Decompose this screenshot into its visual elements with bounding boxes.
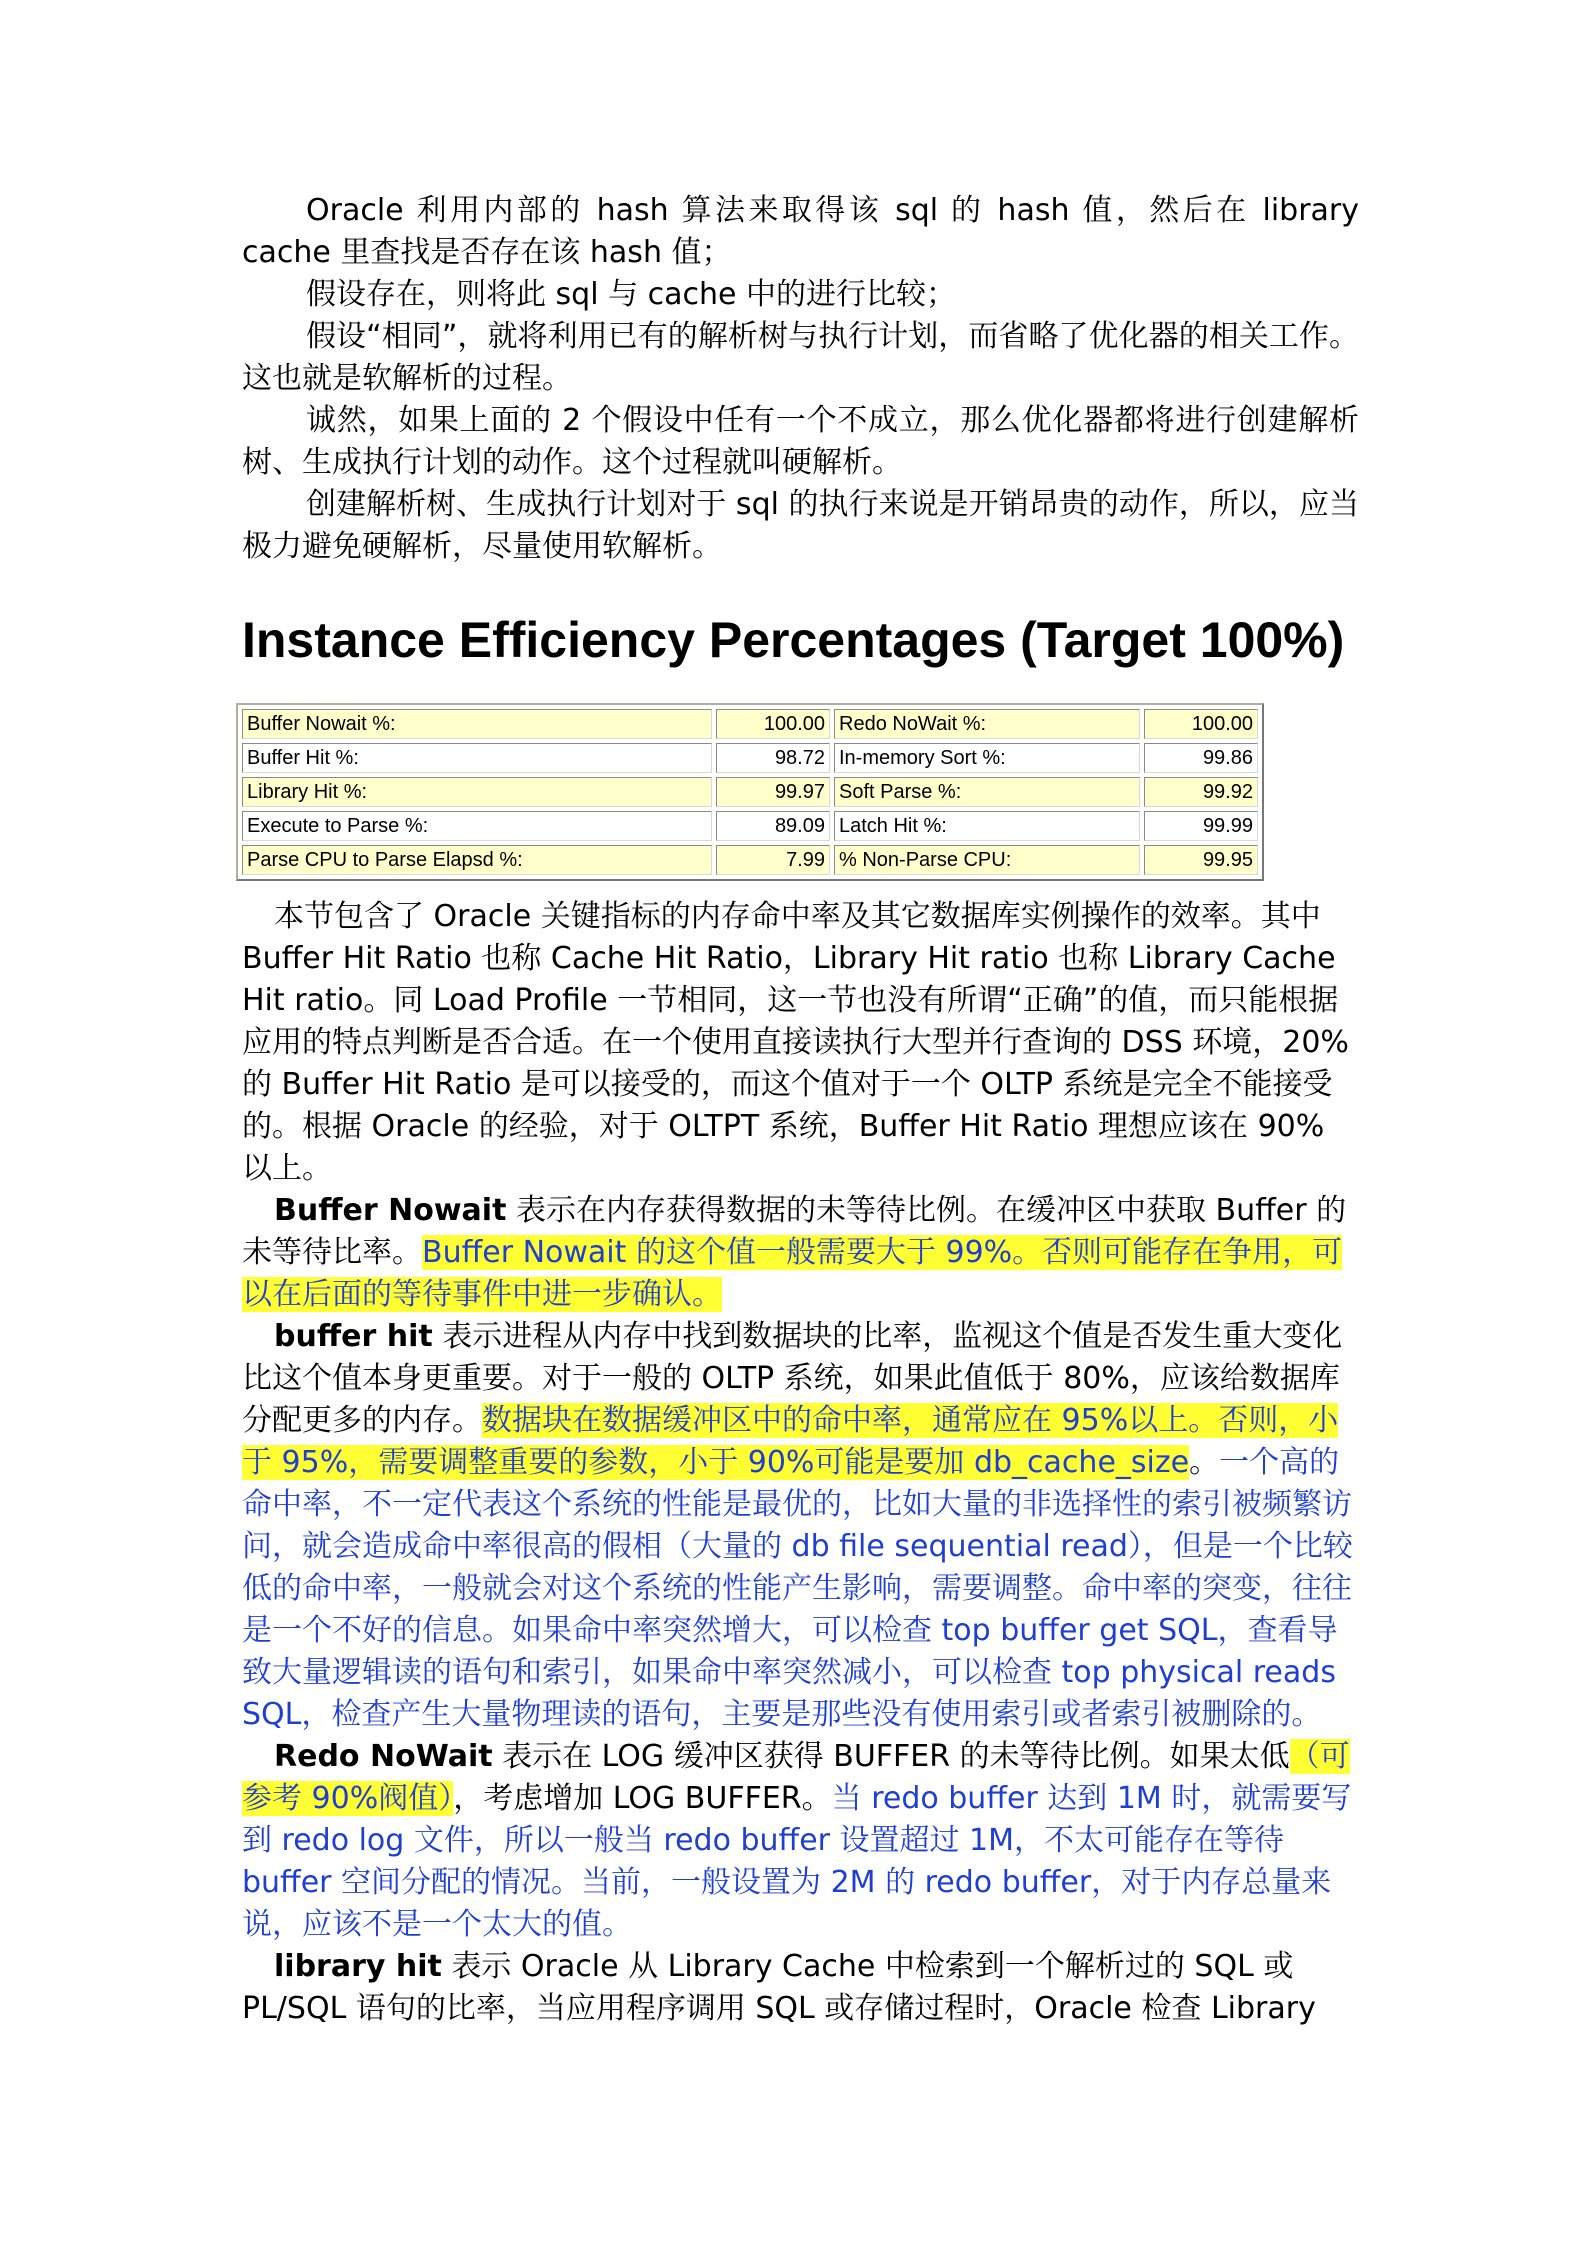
text-buffer-hit: 表示进程从内存中找到数据块的比率，监视这个值是否发生重大变化比这个值本身更重要。对于一般的 OLTP 系统，如果此值低于 80%，应该给数据库分配更多的内存。: [242, 1319, 1343, 1438]
metric-label: Buffer Nowait %:: [242, 709, 712, 739]
metric-value: 99.95: [1144, 845, 1258, 875]
metric-label: Library Hit %:: [242, 777, 712, 807]
body-paragraph-redo-nowait: [242, 1736, 1359, 1946]
metric-label: In-memory Sort %:: [834, 743, 1140, 773]
text-buffer-nowait: 表示在内存获得数据的未等待比例。在缓冲区中获取 Buffer 的未等待比率。: [242, 1193, 1347, 1270]
metric-value: 99.97: [716, 777, 830, 807]
metric-value: 7.99: [716, 845, 830, 875]
table-row: [242, 777, 1258, 807]
metric-value: 99.99: [1144, 811, 1258, 841]
text-library-hit: 表示 Oracle 从 Library Cache 中检索到一个解析过的 SQL 或 PL/SQL 语句的比率，当应用程序调用 SQL 或存储过程时，Oracle 检查 Library: [242, 1949, 1316, 2026]
table-row: [242, 811, 1258, 841]
note-redo-nowait: 当 redo buffer 达到 1M 时，就需要写到 redo log 文件，所以一般当 redo buffer 设置超过 1M，不太可能存在等待 buffer 空间分配的情况。当前，一般设置为 2M 的 redo buffer，对于内存总量来说，应该不是一个太大的值。: [242, 1781, 1352, 1942]
body-paragraph-library-hit: [242, 1946, 1359, 2030]
metric-label: Execute to Parse %:: [242, 811, 712, 841]
body-paragraph-buffer-nowait: [242, 1190, 1359, 1316]
intro-paragraph-5: 创建解析树、生成执行计划对于 sql 的执行来说是开销昂贵的动作，所以，应当极力避免硬解析，尽量使用软解析。: [242, 487, 1359, 564]
period-buffer-hit: 。: [1189, 1445, 1220, 1480]
metric-label: Buffer Hit %:: [242, 743, 712, 773]
table-row: [242, 845, 1258, 875]
body-section: [242, 896, 1359, 2030]
note-buffer-hit: 一个高的命中率，不一定代表这个系统的性能是最优的，比如大量的非选择性的索引被频繁访问，就会造成命中率很高的假相（大量的 db file sequential read），但是一个比较低的命中率，一般就会对这个系统的性能产生影响，需要调整。命中率的突变，往往是一个不好的信息。如果命中率突然增大，可以检查 top buffer get SQL，查看导致大量逻辑读的语句和索引，如果命中率突然减小，可以检查 top physical reads SQL，检查产生大量物理读的语句，主要是那些没有使用索引或者索引被删除的。: [242, 1445, 1353, 1732]
metric-value: 89.09: [716, 811, 830, 841]
efficiency-table: [236, 703, 1264, 881]
intro-paragraph-1: Oracle 利用内部的 hash 算法来取得该 sql 的 hash 值，然后在 library cache 里查找是否存在该 hash 值；: [242, 193, 1359, 270]
metric-label: Parse CPU to Parse Elapsd %:: [242, 845, 712, 875]
intro-paragraph-3: 假设“相同”，就将利用已有的解析树与执行计划，而省略了优化器的相关工作。这也就是软解析的过程。: [242, 319, 1359, 396]
term-library-hit: library hit: [274, 1949, 442, 1984]
metric-value: 98.72: [716, 743, 830, 773]
body-paragraph-buffer-hit: [242, 1316, 1359, 1736]
body-paragraph-overview: 本节包含了 Oracle 关键指标的内存命中率及其它数据库实例操作的效率。其中 Buffer Hit Ratio 也称 Cache Hit Ratio，Library Hit ratio 也称 Library Cache Hit ratio。同 Load Profile 一节相同，这一节也没有所谓“正确”的值，而只能根据应用的特点判断是否合适。在一个使用直接读执行大型并行查询的 DSS 环境，20% 的 Buffer Hit Ratio 是可以接受的，而这个值对于一个 OLTP 系统是完全不能接受的。根据 Oracle 的经验，对于 OLTPT 系统，Buffer Hit Ratio 理想应该在 90% 以上。: [242, 899, 1349, 1186]
table-row: [242, 743, 1258, 773]
table-row: [242, 709, 1258, 739]
term-buffer-hit: buffer hit: [274, 1319, 433, 1354]
text-redo-nowait-2: ，考虑增加 LOG BUFFER。: [453, 1781, 832, 1816]
term-redo-nowait: Redo NoWait: [274, 1739, 493, 1774]
metric-value: 99.92: [1144, 777, 1258, 807]
metric-label: % Non-Parse CPU:: [834, 845, 1140, 875]
metric-value: 100.00: [716, 709, 830, 739]
text-redo-nowait: 表示在 LOG 缓冲区获得 BUFFER 的未等待比例。如果太低: [492, 1739, 1290, 1774]
metric-value: 100.00: [1144, 709, 1258, 739]
metric-label: Soft Parse %:: [834, 777, 1140, 807]
metric-value: 99.86: [1144, 743, 1258, 773]
intro-paragraph-4: 诚然，如果上面的 2 个假设中任有一个不成立，那么优化器都将进行创建解析树、生成执行计划的动作。这个过程就叫硬解析。: [242, 403, 1359, 480]
intro-section: [242, 190, 1359, 568]
term-buffer-nowait: Buffer Nowait: [274, 1193, 507, 1228]
highlight-redo-nowait: （可参考 90%阀值）: [242, 1739, 1350, 1816]
section-heading: Instance Efficiency Percentages (Target 100%): [242, 612, 1345, 668]
highlight-buffer-nowait: Buffer Nowait 的这个值一般需要大于 99%。否则可能存在争用，可以在后面的等待事件中进一步确认。: [242, 1235, 1343, 1312]
metric-label: Latch Hit %:: [834, 811, 1140, 841]
highlight-buffer-hit: 数据块在数据缓冲区中的命中率，通常应在 95%以上。否则，小于 95%，需要调整重要的参数，小于 90%可能是要加 db_cache_size: [242, 1403, 1339, 1480]
intro-paragraph-2: 假设存在，则将此 sql 与 cache 中的进行比较；: [306, 277, 956, 312]
metric-label: Redo NoWait %:: [834, 709, 1140, 739]
